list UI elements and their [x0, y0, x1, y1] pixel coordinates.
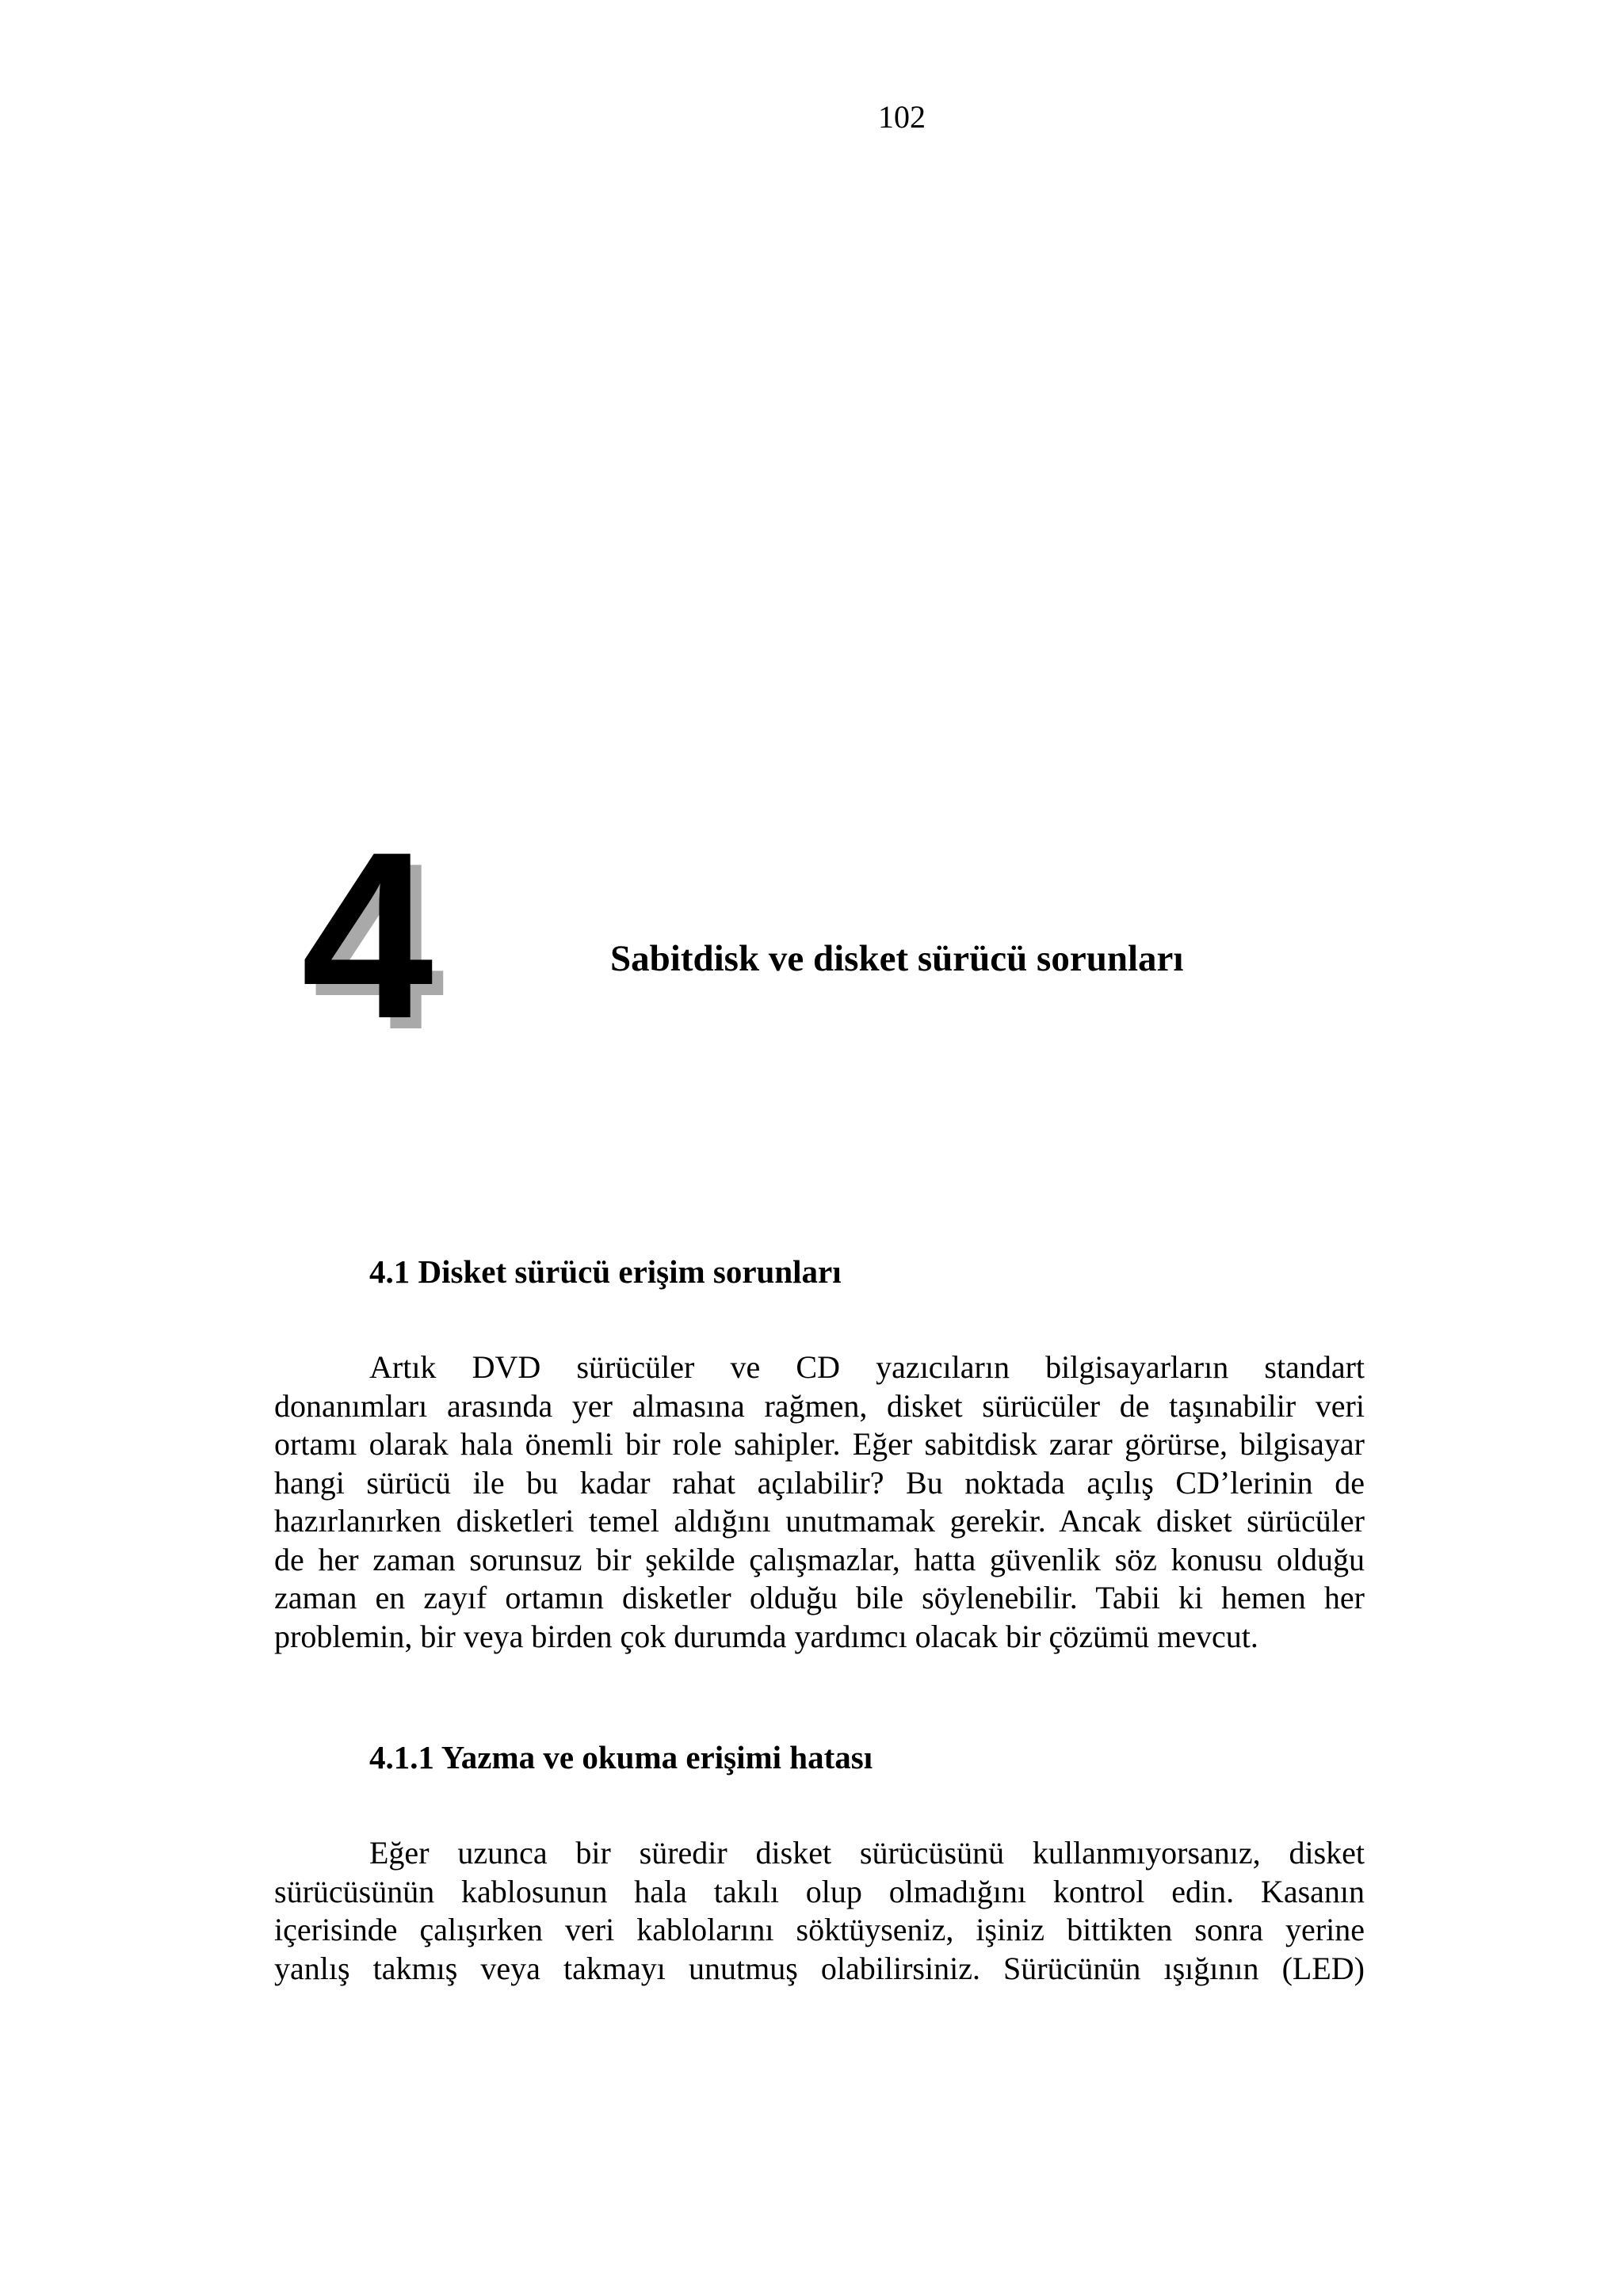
- paragraph-line: de her zaman sorunsuz bir şekilde çalışmazlar, hatta güvenlik söz konusu olduğu: [274, 1541, 1365, 1577]
- paragraph-line: problemin, bir veya birden çok durumda yardımcı olacak bir çözümü mevcut.: [274, 1618, 1258, 1654]
- paragraph-line: içerisinde çalışırken veri kablolarını söktüyseniz, işiniz bittikten sonra yerine: [274, 1912, 1365, 1947]
- chapter-title: Sabitdisk ve disket sürücü sorunları: [610, 938, 1184, 979]
- body-paragraph: [274, 1348, 1365, 1656]
- subsection-heading: 4.1.1 Yazma ve okuma erişimi hatası: [369, 1739, 873, 1775]
- paragraph-line: zaman en zayıf ortamın disketler olduğu bile söylenebilir. Tabii ki hemen her: [274, 1580, 1365, 1615]
- page-number: 102: [878, 99, 926, 135]
- section-heading: 4.1 Disket sürücü erişim sorunları: [369, 1253, 842, 1290]
- chapter-header: [301, 802, 1371, 1068]
- body-paragraph: [274, 1834, 1365, 1988]
- paragraph-line: donanımları arasında yer almasına rağmen, disket sürücüler de taşınabilir veri: [274, 1387, 1365, 1424]
- chapter-number: 4: [301, 802, 433, 1068]
- paragraph-line: Eğer uzunca bir süredir disket sürücüsünü kullanmıyorsanız, disket: [369, 1835, 1365, 1871]
- paragraph-line: hangi sürücü ile bu kadar rahat açılabilir? Bu noktada açılış CD’lerinin de: [274, 1464, 1365, 1501]
- paragraph-line: sürücüsünün kablosunun hala takılı olup olmadığını kontrol edin. Kasanın: [274, 1873, 1365, 1909]
- paragraph-line: Artık DVD sürücüler ve CD yazıcıların bilgisayarların standart: [369, 1349, 1365, 1385]
- paragraph-line: hazırlanırken disketleri temel aldığını unutmamak gerekir. Ancak disket sürücüler: [274, 1503, 1365, 1539]
- paragraph-line: yanlış takmış veya takmayı unutmuş olabilirsiniz. Sürücünün ışığının (LED): [274, 1950, 1365, 1986]
- paragraph-line: ortamı olarak hala önemli bir role sahipler. Eğer sabitdisk zarar görürse, bilgisayar: [274, 1426, 1365, 1462]
